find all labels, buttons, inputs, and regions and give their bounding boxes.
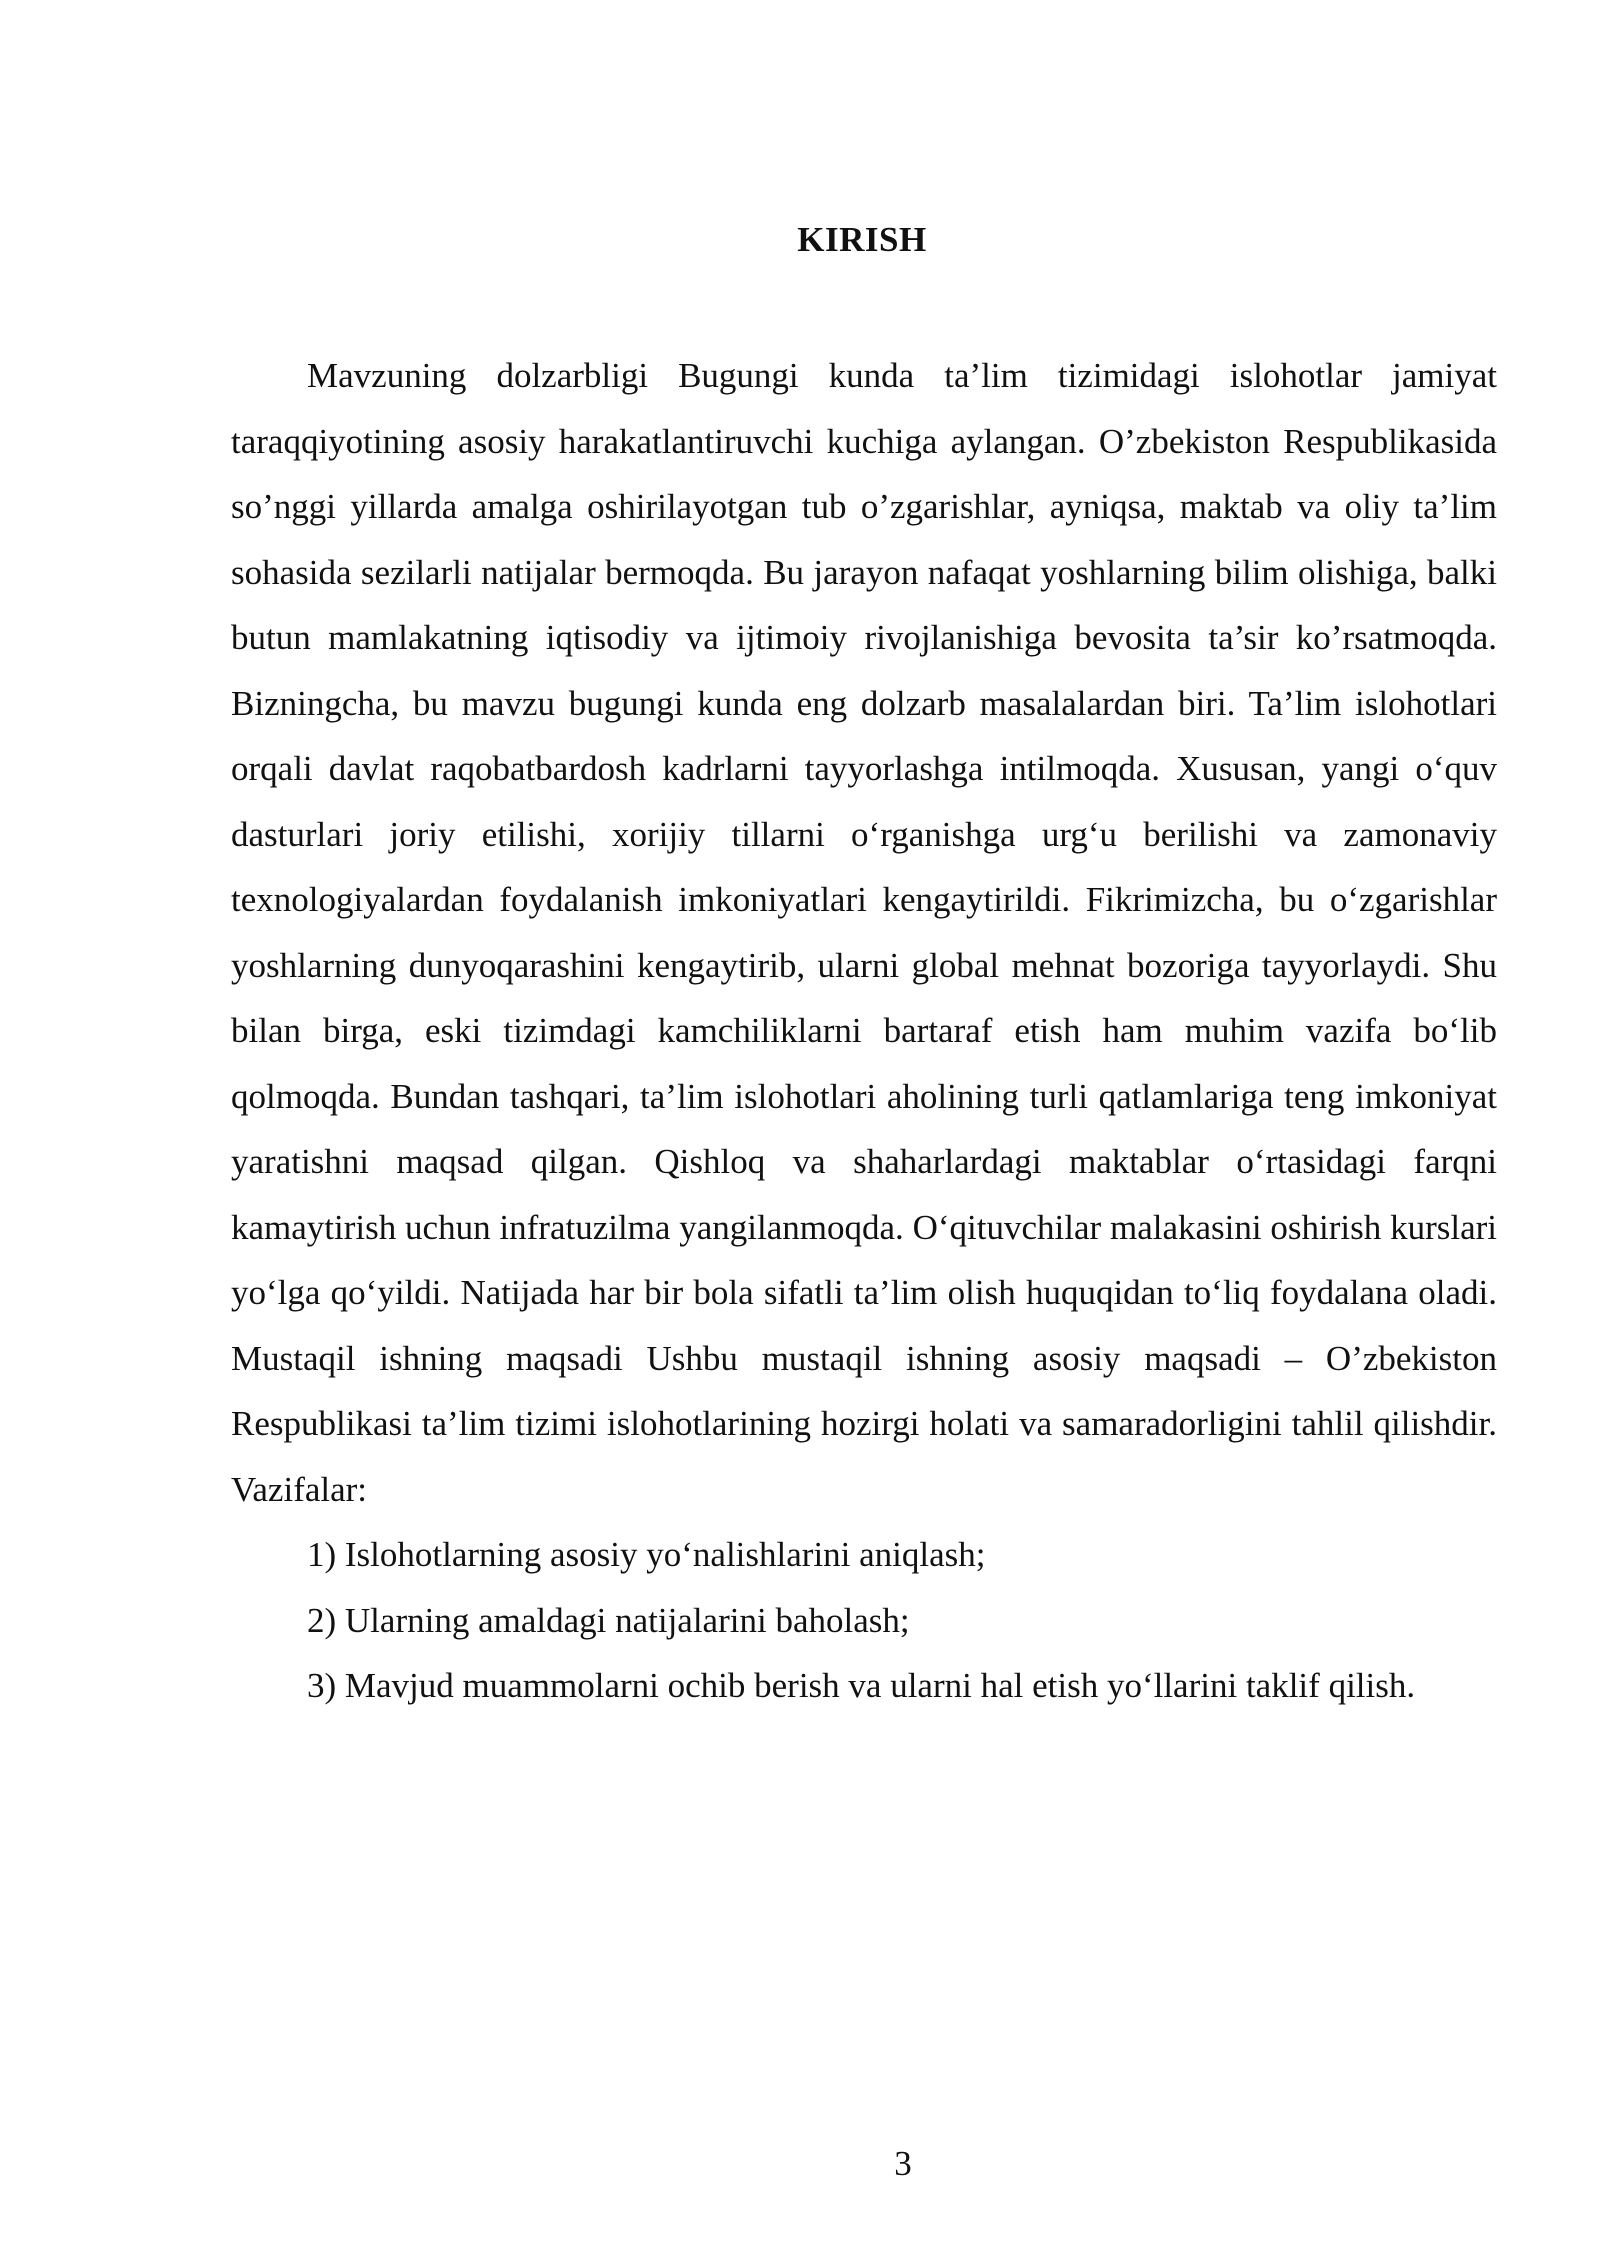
body-text <box>231 343 1497 1719</box>
paragraph-intro: Mavzuning dolzarbligi Bugungi kunda ta’lim tizimidagi islohotlar jamiyat taraqqiyotining asosiy harakatlantiruvchi kuchiga aylangan. O’zbekiston Respublikasida so’nggi yillarda amalga oshirilayotgan tub o’zgarishlar, ayniqsa, maktab va oliy ta’lim sohasida sezilarli natijalar bermoqda. Bu jarayon nafaqat yoshlarning bilim olishiga, balki butun mamlakatning iqtisodiy va ijtimoiy rivojlanishiga bevosita ta’sir ko’rsatmoqda. Bizningcha, bu mavzu bugungi kunda eng dolzarb masalalardan biri. Ta’lim islohotlari orqali davlat raqobatbardosh kadrlarni tayyorlashga intilmoqda. Xususan, yangi o‘quv dasturlari joriy etilishi, xorijiy tillarni o‘rganishga urg‘u berilishi va zamonaviy texnologiyalardan foydalanish imkoniyatlari kengaytirildi. Fikrimizcha, bu o‘zgarishlar yoshlarning dunyoqarashini kengaytirib, ularni global mehnat bozoriga tayyorlaydi. Shu bilan birga, eski tizimdagi kamchiliklarni bartaraf etish ham muhim vazifa bo‘lib qolmoqda. Bundan tashqari, ta’lim islohotlari aholining turli qatlamlariga teng imkoniyat yaratishni maqsad qilgan. Qishloq va shaharlardagi maktablar o‘rtasidagi farqni kamaytirish uchun infratuzilma yangilanmoqda. O‘qituvchilar malakasini oshirish kurslari yo‘lga qo‘yildi. Natijada har bir bola sifatli ta’lim olish huquqidan to‘liq foydalana oladi. Mustaqil ishning maqsadi Ushbu mustaqil ishning asosiy maqsadi – O’zbekiston Respublikasi ta’lim tizimi islohotlarining hozirgi holati va samaradorligini tahlil qilishdir. Vazifalar: <box>231 356 1497 1509</box>
task-item-1: 1) Islohotlarning asosiy yo‘nalishlarini aniqlash; <box>307 1535 986 1574</box>
page-number: 3 <box>894 2144 912 2183</box>
section-title: KIRISH <box>797 220 927 259</box>
task-item-2: 2) Ularning amaldagi natijalarini baholash; <box>307 1600 910 1640</box>
task-item-3: 3) Mavjud muammolarni ochib berish va ularni hal etish yo‘llarini taklif qilish. <box>307 1666 1416 1705</box>
